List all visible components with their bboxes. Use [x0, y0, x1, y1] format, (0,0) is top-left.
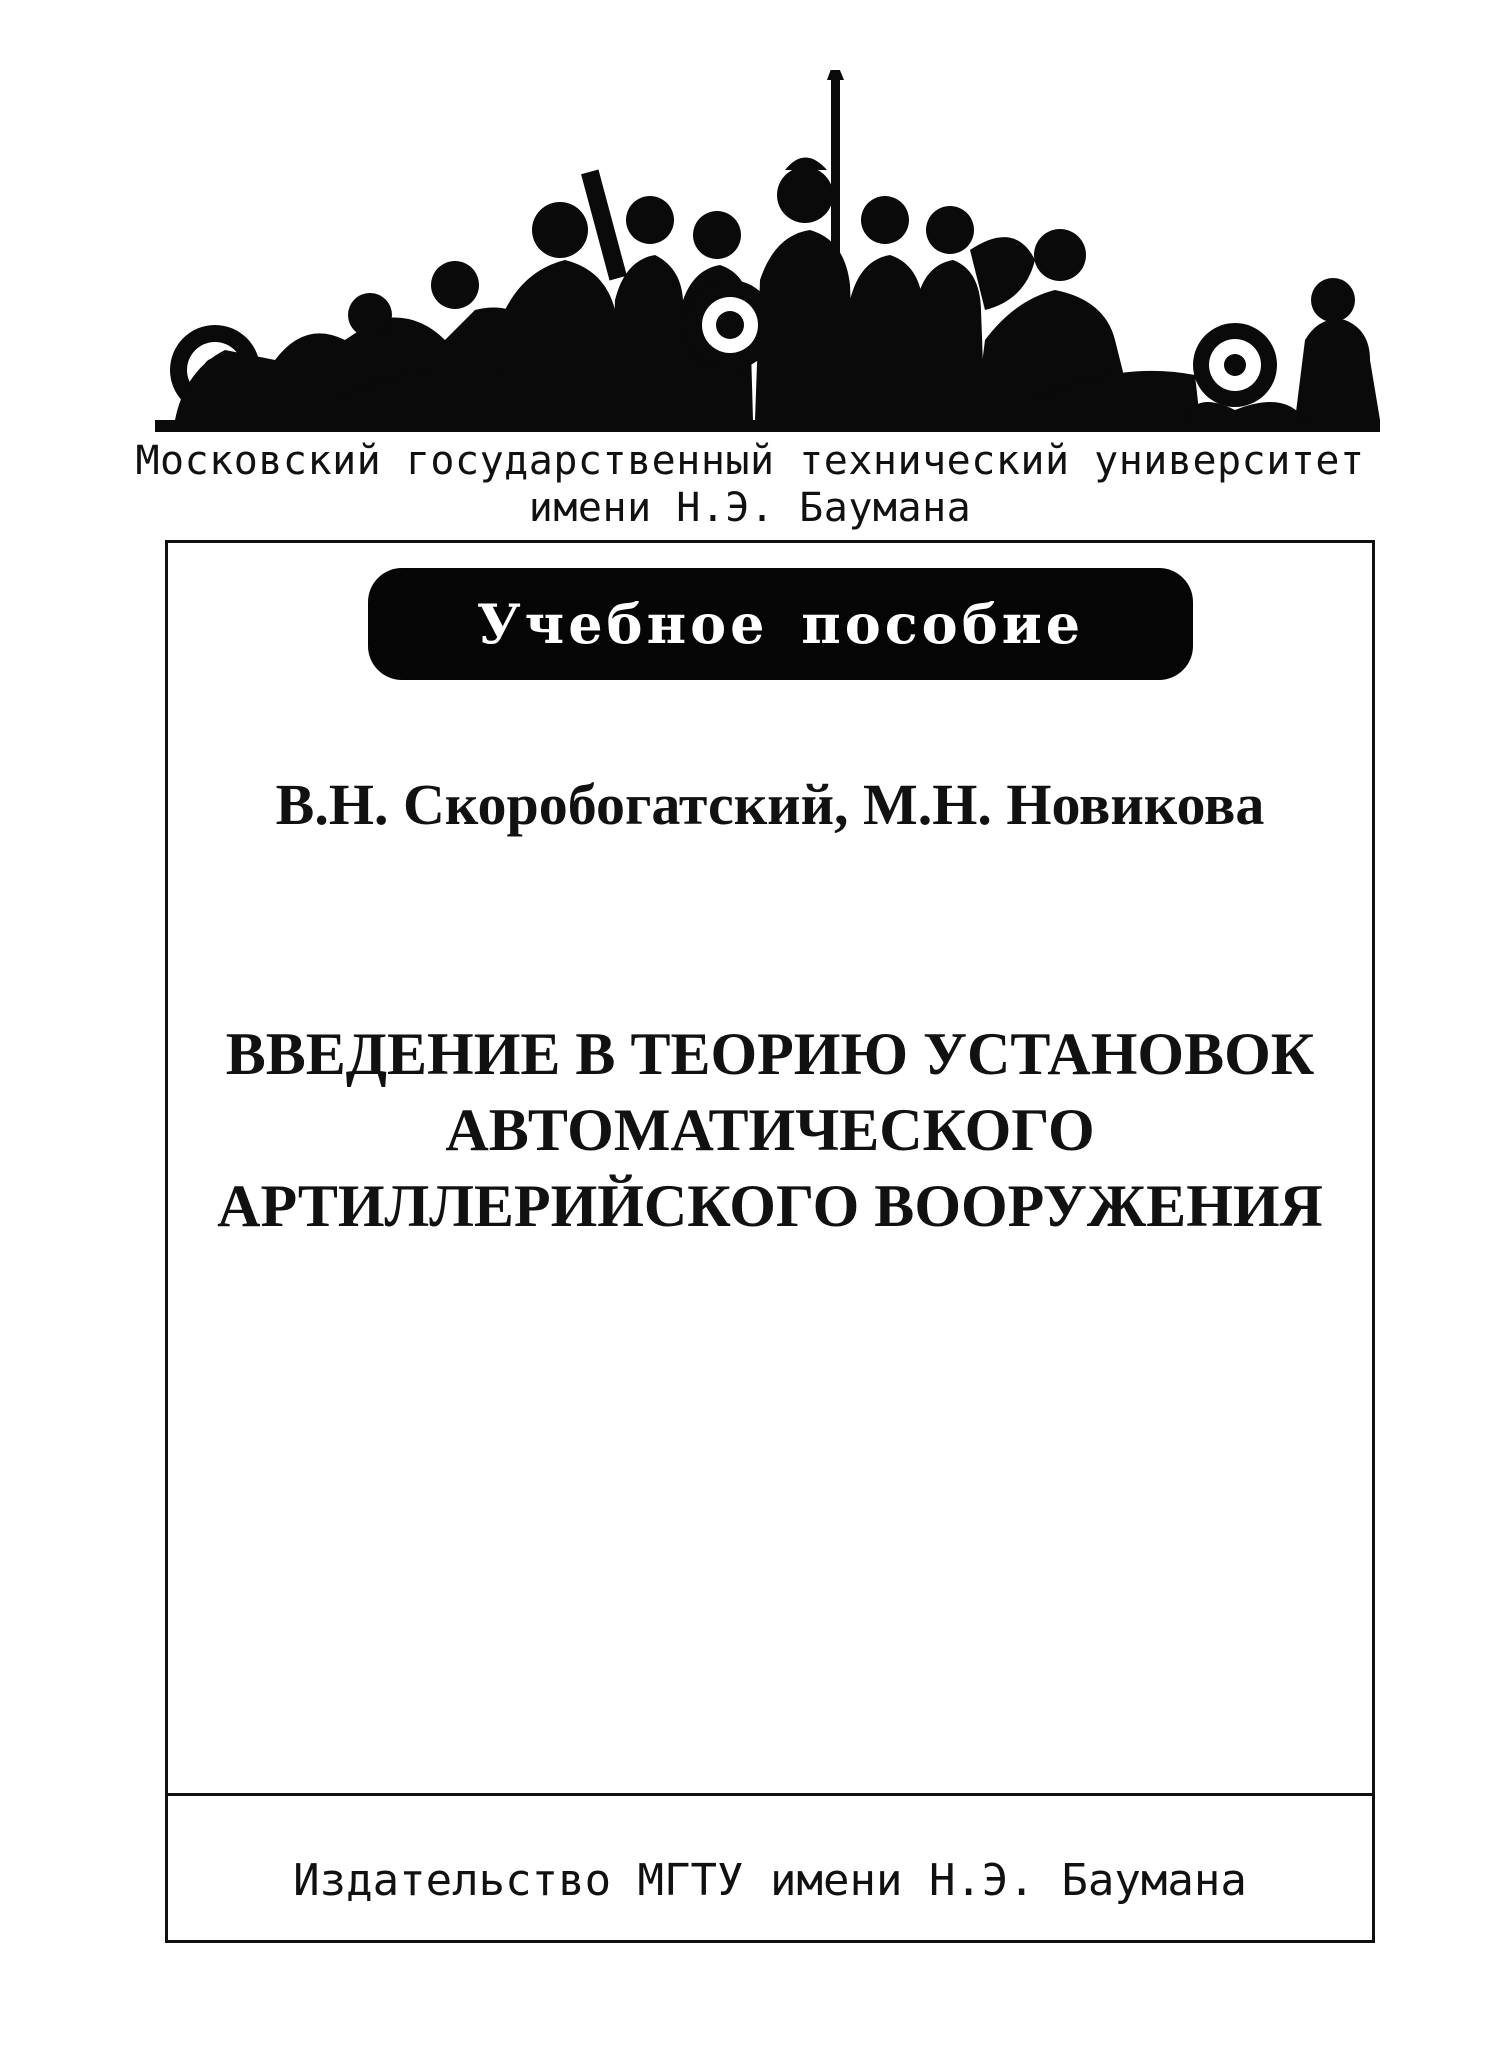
book-title-line: ВВЕДЕНИЕ В ТЕОРИЮ УСТАНОВОК — [225, 1021, 1315, 1087]
authors: В.Н. Скоробогатский, М.Н. Новикова — [275, 772, 1265, 837]
book-title-line: АРТИЛЛЕРИЙСКОГО ВООРУЖЕНИЯ — [217, 1173, 1323, 1239]
divider — [168, 1793, 1372, 1796]
university-name-line1: Московский государственный технический университет — [135, 438, 1365, 484]
university-emblem-icon — [155, 70, 1380, 435]
book-title — [168, 1016, 1372, 1244]
genre-badge — [368, 568, 1193, 680]
genre-badge-label: Учебное пособие — [476, 592, 1085, 656]
cover-frame — [165, 540, 1375, 1943]
book-title-line: АВТОМАТИЧЕСКОГО — [445, 1097, 1095, 1163]
publisher: Издательство МГТУ имени Н.Э. Баумана — [293, 1855, 1247, 1906]
university-name-line2: имени Н.Э. Баумана — [528, 485, 972, 531]
